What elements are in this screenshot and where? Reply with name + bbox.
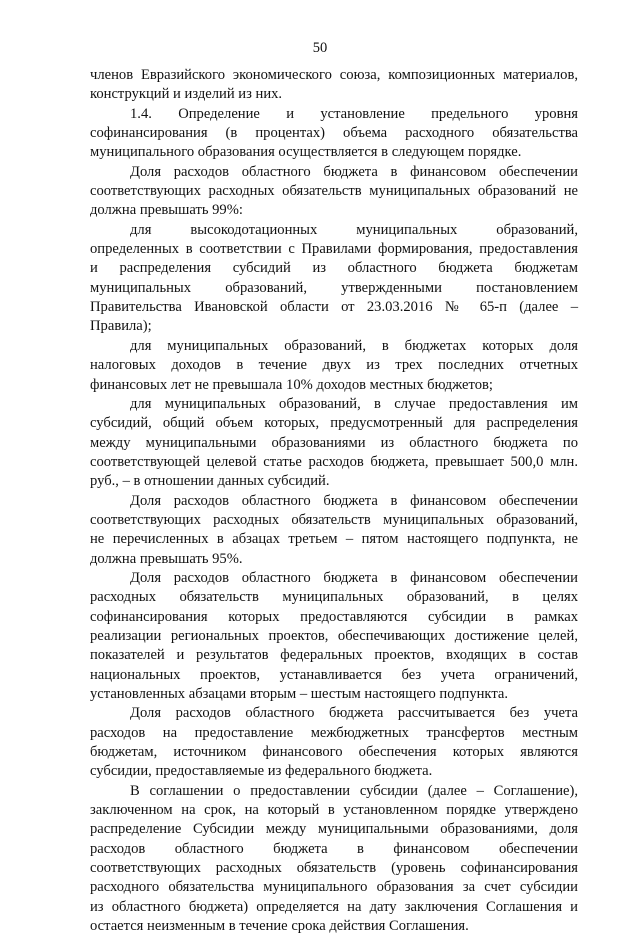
paragraph — [90, 337, 578, 395]
paragraph — [90, 395, 578, 492]
text-line: муниципальных образований, утвержденными постановлением — [90, 279, 578, 296]
text-line: национальных проектов, устанавливается без учета ограничений, — [90, 666, 578, 683]
paragraph — [90, 704, 578, 781]
text-line: Правительства Ивановской области от 23.03.2016 № 65-п (далее – — [90, 299, 578, 316]
text-line: показателей и результатов федеральных проектов, входящих в состав — [90, 647, 578, 664]
text-line: расходного обязательства муниципального образования за счет субсидии — [90, 879, 578, 896]
text-line: расходных обязательств муниципальных образований, в целях — [90, 589, 578, 606]
text-line: Доля расходов областного бюджета в финансовом обеспечении — [130, 163, 578, 180]
text-line: Доля расходов областного бюджета рассчитывается без учета — [130, 705, 578, 722]
text-line: субсидий, общий объем которых, предусмотренный для распределения — [90, 415, 578, 432]
text-line: соответствующей целевой статье расходов бюджета, превышает 500,0 млн. — [90, 453, 578, 470]
paragraph — [90, 66, 578, 105]
text-line: конструкций и изделий из них. — [90, 86, 283, 103]
text-line: для высокодотационных муниципальных образований, — [130, 221, 578, 238]
paragraph — [90, 569, 578, 704]
text-line: членов Евразийского экономического союза, композиционных материалов, — [90, 67, 578, 83]
text-line: софинансирования (в процентах) объема расходного обязательства — [90, 125, 578, 142]
text-line: установленных абзацами вторым – шестым настоящего подпункта. — [90, 686, 509, 702]
text-line: между муниципальными образованиями из областного бюджета по — [90, 434, 578, 451]
text-line: Правила); — [90, 318, 152, 335]
text-line: остается неизменным в течение срока действия Соглашения. — [90, 918, 469, 935]
text-line: и распределения субсидий из областного бюджета бюджетам — [90, 260, 578, 277]
page-number: 50 — [312, 40, 328, 56]
text-line: должна превышать 99%: — [90, 202, 243, 219]
paragraph — [90, 492, 578, 569]
paragraph — [90, 782, 578, 936]
paragraph — [90, 163, 578, 221]
text-line: софинансирования которых предоставляются субсидии в рамках — [90, 608, 578, 625]
text-line: муниципального образования осуществляется в следующем порядке. — [90, 144, 522, 161]
paragraph — [90, 221, 578, 337]
text-line: субсидии, предоставляемые из федерального бюджета. — [90, 763, 433, 780]
document-body — [90, 66, 578, 936]
text-line: руб., – в отношении данных субсидий. — [90, 473, 330, 490]
text-line: должна превышать 95%. — [90, 550, 243, 567]
text-line: соответствующих расходных обязательств муниципальных образований не — [90, 183, 578, 200]
text-line: из областного бюджета) определяется на дату заключения Соглашения и — [90, 898, 578, 915]
text-line: расходов на предоставление межбюджетных трансфертов местным — [90, 724, 578, 741]
paragraph — [90, 105, 578, 163]
text-line: соответствующих расходных обязательств муниципальных образований, — [90, 511, 578, 528]
text-line: Доля расходов областного бюджета в финансовом обеспечении — [130, 569, 578, 586]
text-line: финансовых лет не превышала 10% доходов местных бюджетов; — [90, 376, 493, 393]
text-line: В соглашении о предоставлении субсидии (далее – Соглашение), — [130, 782, 578, 799]
text-line: заключенном на срок, на который в установленном порядке утверждено — [90, 802, 578, 819]
text-line: бюджетам, источником финансового обеспечения которых являются — [90, 744, 578, 761]
text-line: определенных в соответствии с Правилами формирования, предоставления — [90, 241, 578, 258]
text-line: для муниципальных образований, в бюджетах которых доля — [130, 337, 578, 354]
text-line: не перечисленных в абзацах третьем – пятом настоящего подпункта, не — [90, 531, 578, 548]
text-line: Доля расходов областного бюджета в финансовом обеспечении — [130, 492, 578, 509]
text-line: для муниципальных образований, в случае предоставления им — [130, 395, 578, 412]
text-line: распределение Субсидии между муниципальными образованиями, доля — [90, 821, 578, 838]
text-line: налоговых доходов в течение двух из трех последних отчетных — [90, 357, 578, 374]
text-line: соответствующих расходных обязательств (уровень софинансирования — [90, 860, 578, 877]
text-line: 1.4. Определение и установление предельного уровня — [130, 105, 578, 122]
text-line: реализации региональных проектов, обеспечивающих достижение целей, — [90, 627, 578, 644]
text-line: расходов областного бюджета в финансовом обеспечении — [90, 840, 578, 857]
